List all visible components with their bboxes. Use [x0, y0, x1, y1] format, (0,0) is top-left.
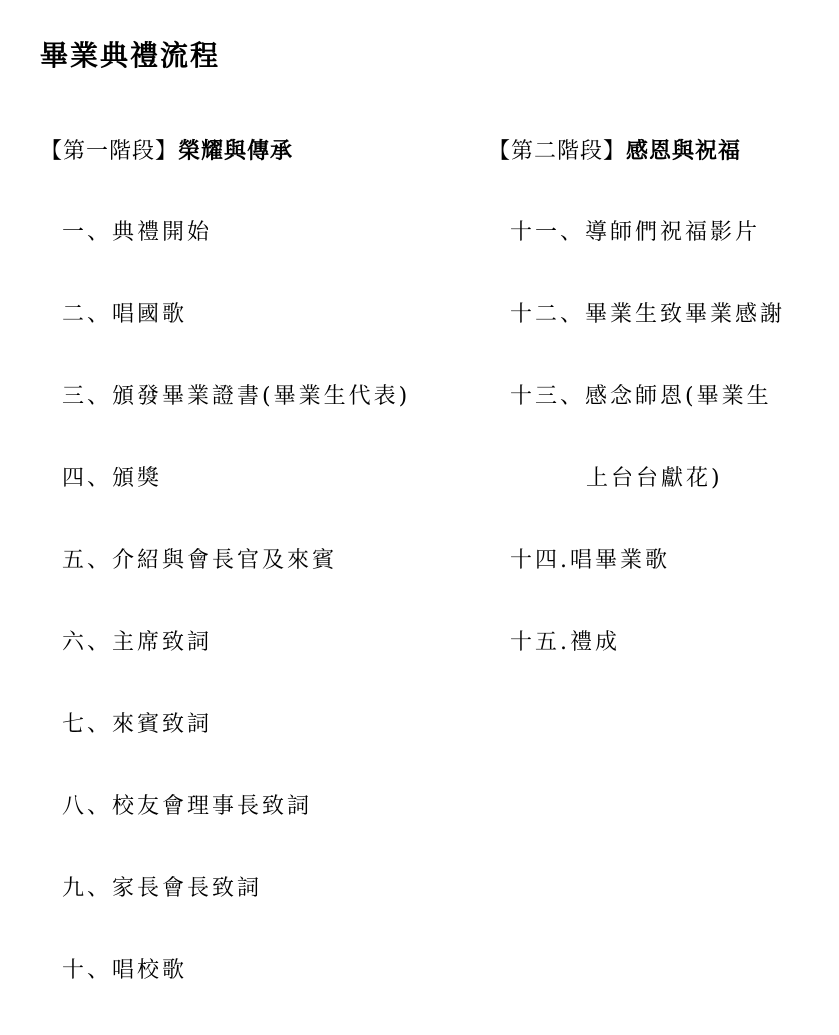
list-item: 八、校友會理事長致詞 — [62, 794, 313, 819]
list-item: 十四.唱畢業歌 — [510, 548, 670, 573]
stage-two-item-list — [488, 215, 785, 707]
stage-one-item-list — [40, 215, 410, 1035]
list-item: 十、唱校歌 — [62, 958, 188, 983]
stage-one-section — [40, 134, 410, 1035]
stage-two-section — [488, 134, 785, 707]
stage-two-heading — [488, 134, 785, 170]
list-item: 七、來賓致詞 — [62, 712, 213, 737]
list-item: 十一、導師們祝福影片 — [510, 220, 761, 245]
stage-one-heading — [40, 134, 410, 170]
list-item: 六、主席致詞 — [62, 630, 213, 655]
list-item: 十二、畢業生致畢業感謝 — [510, 302, 786, 327]
list-item: 一、典禮開始 — [62, 220, 213, 245]
stage-two-label: 第二階段 — [511, 139, 604, 164]
list-item: 三、頒發畢業證書(畢業生代表) — [62, 384, 411, 409]
list-item: 四、頒獎 — [62, 466, 163, 491]
list-item: 九、家長會長致詞 — [62, 876, 263, 901]
page-title: 畢業典禮流程 — [40, 39, 221, 72]
stage-two-theme: 感恩與祝福 — [626, 139, 742, 164]
list-item: 二、唱國歌 — [62, 302, 188, 327]
stage-two-close-bracket: 】 — [603, 139, 627, 164]
list-item: 五、介紹與會長官及來賓 — [62, 548, 338, 573]
stage-one-close-bracket: 】 — [155, 139, 179, 164]
stage-one-theme: 榮耀與傳承 — [178, 139, 294, 164]
list-item-continuation: 上台台獻花) — [586, 466, 723, 491]
stage-one-label: 第一階段 — [63, 139, 156, 164]
list-item: 十三、感念師恩(畢業生 — [510, 384, 772, 409]
stage-one-open-bracket: 【 — [40, 139, 64, 164]
list-item: 十五.禮成 — [510, 630, 620, 655]
stage-two-open-bracket: 【 — [488, 139, 512, 164]
